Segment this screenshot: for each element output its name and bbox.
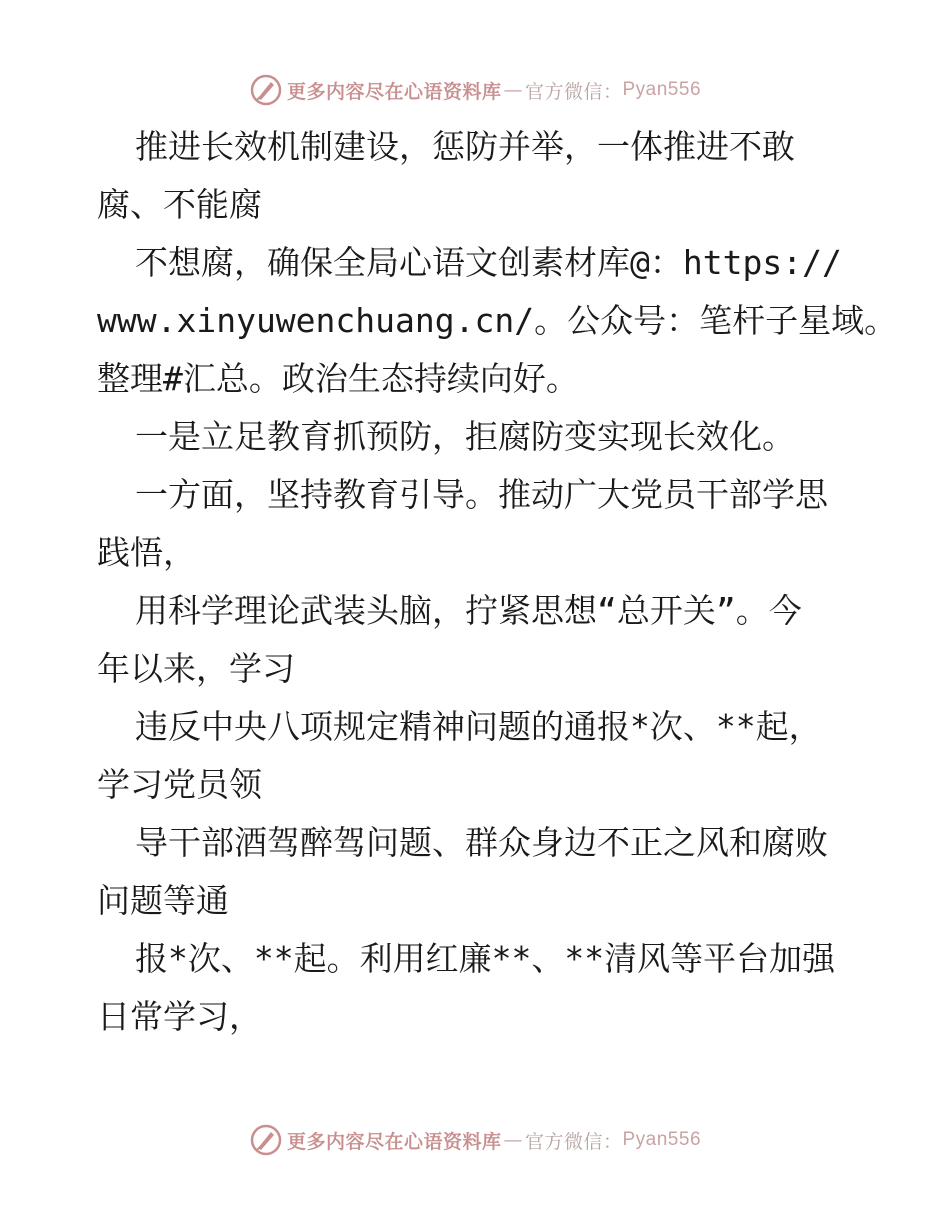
watermark-wechat-label: 官方微信：: [524, 80, 623, 103]
watermark-separator: —: [503, 1129, 523, 1151]
watermark-main-text: 更多内容尽在心语资料库: [286, 1130, 502, 1153]
text-line: 一方面，坚持教育引导。推动广大党员干部学思: [135, 475, 828, 514]
quill-pen-logo-icon: [249, 1123, 283, 1157]
text-line: 推进长效机制建设，惩防并举，一体推进不敢: [135, 127, 795, 166]
text-line: 一是立足教育抓预防，拒腐防变实现长效化。: [135, 417, 795, 456]
text-line: www.xinyuwenchuang.cn/。公众号：笔杆子星域。: [97, 301, 898, 340]
text-line: 报*次、**起。利用红廉**、**清风等平台加强: [135, 939, 836, 978]
watermark-wechat-id: Pyan556: [622, 1129, 702, 1150]
text-line: 不想腐，确保全局心语文创素材库@：https://: [135, 243, 842, 282]
watermark-main-text: 更多内容尽在心语资料库: [286, 80, 502, 103]
text-line: 日常学习，: [97, 997, 262, 1036]
text-line: 用科学理论武装头脑，拧紧思想“总开关”。今: [135, 591, 802, 630]
document-body: [97, 118, 898, 1046]
text-line: 年以来，学习: [97, 649, 295, 688]
text-line: 整理#汇总。政治生态持续向好。: [97, 359, 579, 398]
text-line: 腐、不能腐: [97, 185, 262, 224]
text-line: 践悟，: [97, 533, 196, 572]
watermark-wechat-id: Pyan556: [622, 79, 702, 100]
text-line: 违反中央八项规定精神问题的通报*次、**起，: [135, 707, 822, 746]
quill-pen-logo-icon: [249, 73, 283, 107]
watermark-wechat-label: 官方微信：: [524, 1130, 623, 1153]
text-line: 导干部酒驾醉驾问题、群众身边不正之风和腐败: [135, 823, 828, 862]
footer-watermark: [0, 1120, 950, 1160]
text-line: 问题等通: [97, 881, 229, 920]
header-watermark: [0, 70, 950, 110]
watermark-separator: —: [503, 79, 523, 101]
text-line: 学习党员领: [97, 765, 262, 804]
